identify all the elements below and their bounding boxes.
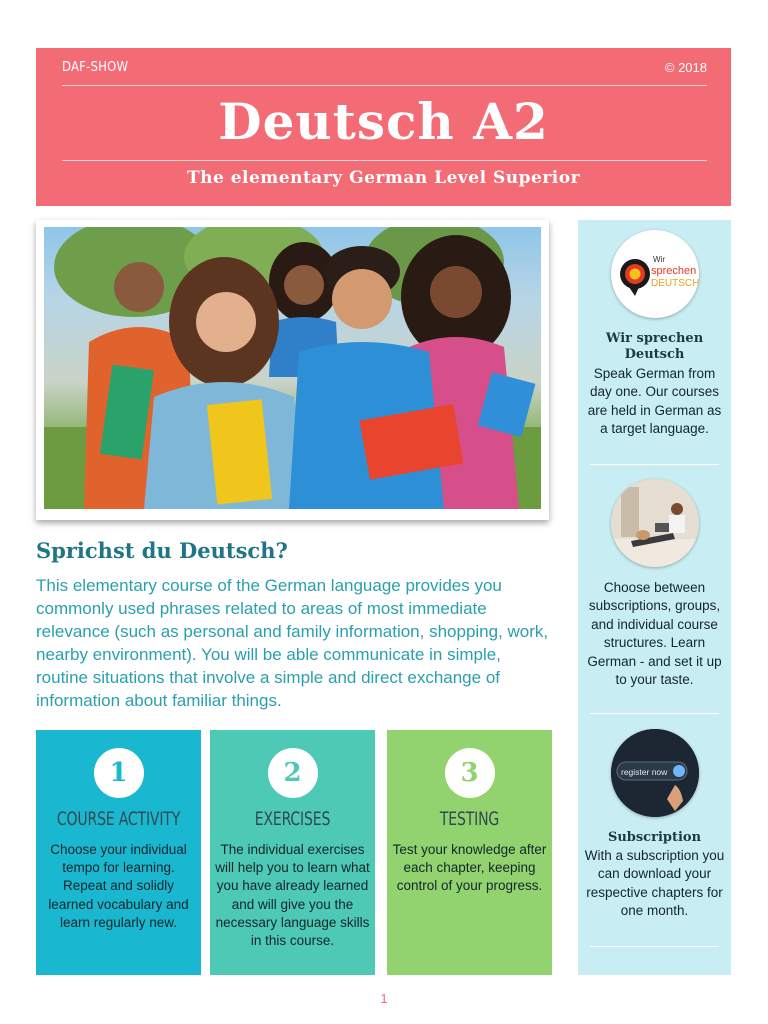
sidebar-divider: [590, 946, 719, 947]
logo-text-sprechen: sprechen: [650, 265, 696, 277]
students-photo: [44, 227, 541, 509]
page-title: Deutsch A2: [218, 92, 549, 151]
page-subtitle: The elementary German Level Superior: [186, 168, 581, 188]
banner-divider-top: [62, 85, 707, 86]
register-button-icon: [611, 729, 699, 817]
step-card-testing: [387, 730, 552, 975]
step-title: TESTING: [439, 808, 500, 830]
step-card-course-activity: [36, 730, 201, 975]
students-illustration: [44, 227, 541, 509]
step-title: EXERCISES: [254, 808, 331, 830]
sidebar-item-title: Subscription: [607, 830, 702, 845]
step-title: COURSE ACTIVITY: [56, 808, 181, 830]
step-number-badge: 3: [445, 748, 495, 798]
step-description: The individual exercises will help you to learn what you have already learned and will give you the necessary language skills in this course.: [215, 842, 370, 949]
logo-text-wir: Wir: [652, 255, 665, 264]
sidebar-item-title: Wir sprechen Deutsch: [605, 331, 704, 362]
logo-text-deutsch: DEUTSCH: [650, 278, 699, 289]
banner-divider-bottom: [62, 160, 707, 161]
intro-title: Sprichst du Deutsch?: [36, 538, 288, 563]
sidebar-item-text: Choose between subscriptions, groups, and individual course structures. Learn German - and set it up to your taste.: [587, 580, 722, 688]
sidebar-item-text: Speak German from day one. Our courses are held in German as a target language.: [587, 366, 722, 437]
intro-paragraph: This elementary course of the German language provides you commonly used phrases related to areas of most immediate relevance (such as personal and family information, shopping, work, nearby environment). You will be able communicate in simple, routine situations that involve a simple and direct exchange of information about familiar things.: [36, 576, 549, 710]
step-number-badge: 2: [268, 748, 318, 798]
copyright-label: © 2018: [664, 60, 707, 75]
register-now-photo: [611, 729, 699, 817]
sidebar-divider: [590, 713, 719, 714]
step-number-badge: 1: [94, 748, 144, 798]
header-banner: [36, 48, 731, 206]
speech-bubble-icon: [611, 230, 699, 318]
step-description: Choose your individual tempo for learning. Repeat and solidly learned vocabulary and learn regularly new.: [48, 842, 189, 930]
page-number: 1: [380, 991, 388, 1006]
person-laptop-icon: [611, 479, 699, 567]
sidebar-divider: [590, 464, 719, 465]
man-with-laptop-photo: [611, 479, 699, 567]
step-card-exercises: [210, 730, 375, 975]
wir-sprechen-deutsch-logo: [611, 230, 699, 318]
brand-label: DAF-SHOW: [62, 60, 129, 75]
sidebar-item-text: With a subscription you can download your respective chapters for one month.: [584, 848, 725, 919]
register-now-text: register now: [620, 767, 667, 777]
step-description: Test your knowledge after each chapter, keeping control of your progress.: [392, 842, 547, 894]
sidebar: [578, 220, 731, 975]
hero-photo-frame: [36, 220, 549, 520]
